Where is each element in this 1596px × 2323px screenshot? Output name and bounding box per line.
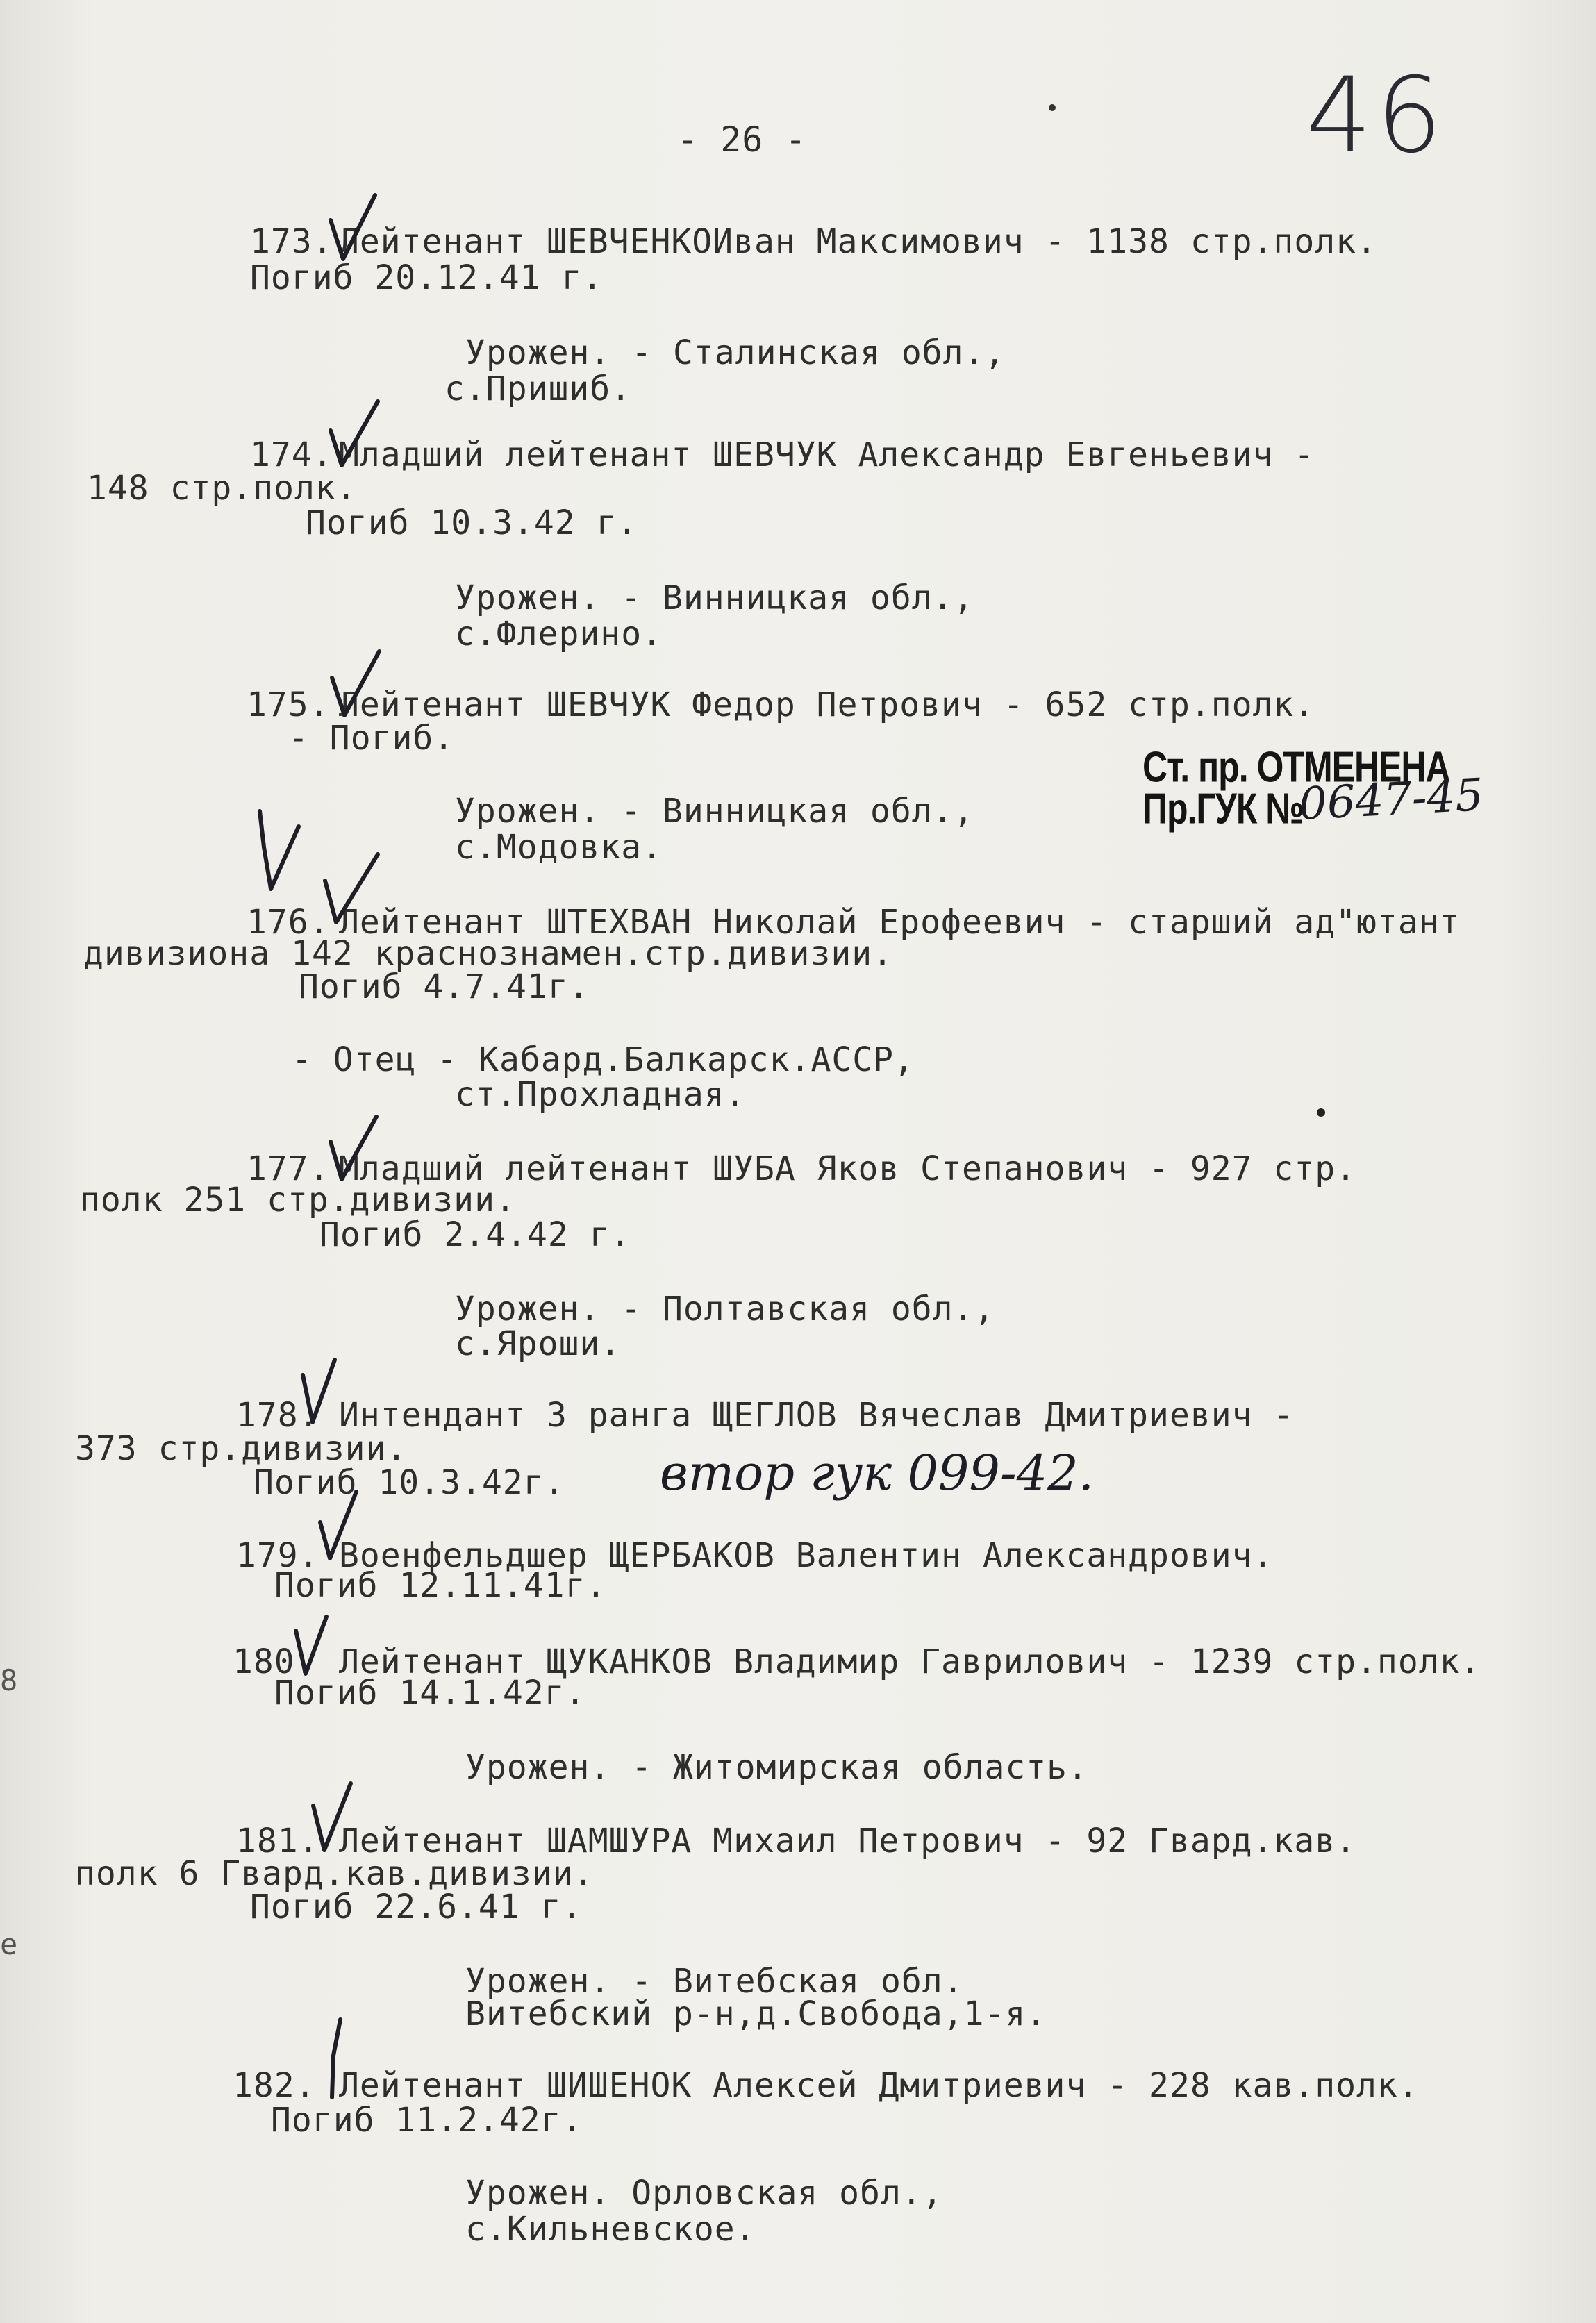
entry-death-line: Погиб 14.1.42г. <box>274 1674 586 1713</box>
entry-number: 181. <box>236 1822 319 1860</box>
entry-line-1-continued: дивизиона 142 краснознамен.стр.дивизии. <box>83 934 894 973</box>
ink-speck <box>1313 1104 1329 1121</box>
entry-line-1: Лейтенант ШЕВЧЕНКОИван Максимович - 1138 стр.полк. <box>339 222 1377 261</box>
check-mark-icon <box>326 191 389 267</box>
entry-death-line: Погиб 22.6.41 г. <box>250 1888 583 1926</box>
entry-number: 180. <box>233 1642 316 1681</box>
entry-number: 173. <box>250 222 333 261</box>
entry-line-1: Младший лейтенант ШЕВЧУК Александр Евгеньевич - <box>339 435 1315 474</box>
entry-line-1: Лейтенант ЩУКАНКОВ Владимир Гаврилович - 1239 стр.полк. <box>339 1642 1481 1681</box>
entry-line-1-continued: полк 251 стр.дивизии. <box>80 1181 516 1219</box>
entry-origin-1: Урожен. - Сталинская обл., <box>465 333 1006 372</box>
entry-origin-2: с.Пришиб. <box>444 369 632 408</box>
entry-number: 178. <box>236 1396 319 1435</box>
entry-number: 174. <box>250 435 333 474</box>
check-mark-icon <box>326 1111 389 1188</box>
entry-death-line: - Погиб. <box>288 719 455 758</box>
check-mark-icon <box>326 646 389 722</box>
cancellation-stamp-line-1: Ст. пр. ОТМЕНЕНА <box>1142 742 1450 792</box>
page-number: - 26 - <box>677 119 807 160</box>
entry-line-1: Военфельдшер ЩЕРБАКОВ Валентин Александрович. <box>339 1536 1274 1575</box>
entry-line-1: Лейтенант ШАМШУРА Михаил Петрович - 92 Гвард.кав. <box>339 1822 1357 1860</box>
entry-origin-1: Урожен. Орловская обл., <box>465 2174 943 2213</box>
entry-line-1: Лейтенант ШТЕХВАН Николай Ерофеевич - старший ад"ютант <box>339 903 1461 942</box>
entry-line-1: Лейтенант ШИШЕНОК Алексей Дмитриевич - 228 кав.полк. <box>339 2066 1419 2105</box>
entry-line-1-continued: 148 стр.полк. <box>87 469 357 508</box>
entry-death-line: Погиб 10.3.42 г. <box>306 503 638 542</box>
archive-sheet-number: 46 <box>1306 56 1447 176</box>
entry-death-line: Погиб 11.2.42г. <box>271 2101 583 2140</box>
entry-origin-1: - Отец - Кабард.Балкарск.АССР, <box>292 1040 915 1079</box>
entry-death-line: Погиб 10.3.42г. <box>253 1463 565 1502</box>
check-mark-icon <box>299 1354 354 1431</box>
entry-death-line: Погиб 4.7.41г. <box>299 967 590 1006</box>
entry-origin-2: с.Флерино. <box>455 615 663 653</box>
entry-origin-2: с.Кильневское. <box>465 2210 756 2249</box>
entry-number: 176. <box>247 903 330 942</box>
check-mark-icon <box>316 1486 372 1566</box>
entry-line-1-continued: 373 стр.дивизии. <box>75 1429 408 1468</box>
cancellation-stamp-line-2: Пр.ГУК № <box>1142 784 1304 833</box>
check-mark-icon <box>326 396 389 472</box>
check-mark-icon <box>292 1611 347 1681</box>
entry-origin-1: Урожен. - Витебская обл. <box>465 1962 964 2001</box>
check-mark-icon <box>250 806 313 896</box>
entry-death-line: Погиб 12.11.41г. <box>274 1566 607 1605</box>
ink-speck <box>1045 101 1059 115</box>
left-edge-fragment: е <box>0 1927 18 1961</box>
entry-death-line: Погиб 2.4.42 г. <box>319 1215 631 1254</box>
entry-line-1: Младший лейтенант ШУБА Яков Степанович - 927 стр. <box>339 1149 1357 1188</box>
check-mark-icon <box>309 1778 365 1858</box>
entry-line-1: Лейтенант ШЕВЧУК Федор Петрович - 652 стр.полк. <box>339 685 1315 724</box>
check-mark-icon <box>319 2014 375 2104</box>
entry-origin-1: Урожен. - Винницкая обл., <box>455 578 974 617</box>
entry-line-1-continued: полк 6 Гвард.кав.дивизии. <box>75 1854 595 1893</box>
entry-origin-1: Урожен. - Житомирская область. <box>465 1748 1088 1787</box>
handwritten-note: втор гук 099-42. <box>660 1444 1094 1501</box>
entry-origin-2: ст.Прохладная. <box>455 1075 746 1114</box>
stamp-handwritten-number: 0647-45 <box>1297 769 1485 831</box>
entry-death-line: Погиб 20.12.41 г. <box>250 258 604 297</box>
entry-origin-2: Витебский р-н,д.Свобода,1-я. <box>465 1995 1047 2033</box>
entry-number: 175. <box>247 685 330 724</box>
left-edge-fragment: 8 <box>0 1663 18 1697</box>
entry-origin-2: с.Модовка. <box>455 828 663 867</box>
entry-number: 177. <box>247 1149 330 1188</box>
entry-number: 182. <box>233 2066 316 2105</box>
entry-origin-1: Урожен. - Винницкая обл., <box>455 792 974 831</box>
entry-origin-2: с.Яроши. <box>455 1324 622 1363</box>
entry-origin-1: Урожен. - Полтавская обл., <box>455 1290 995 1329</box>
entry-number: 179. <box>236 1536 319 1575</box>
check-mark-icon <box>319 847 389 931</box>
entry-line-1: Интендант 3 ранга ЩЕГЛОВ Вячеслав Дмитриевич - <box>339 1396 1295 1435</box>
